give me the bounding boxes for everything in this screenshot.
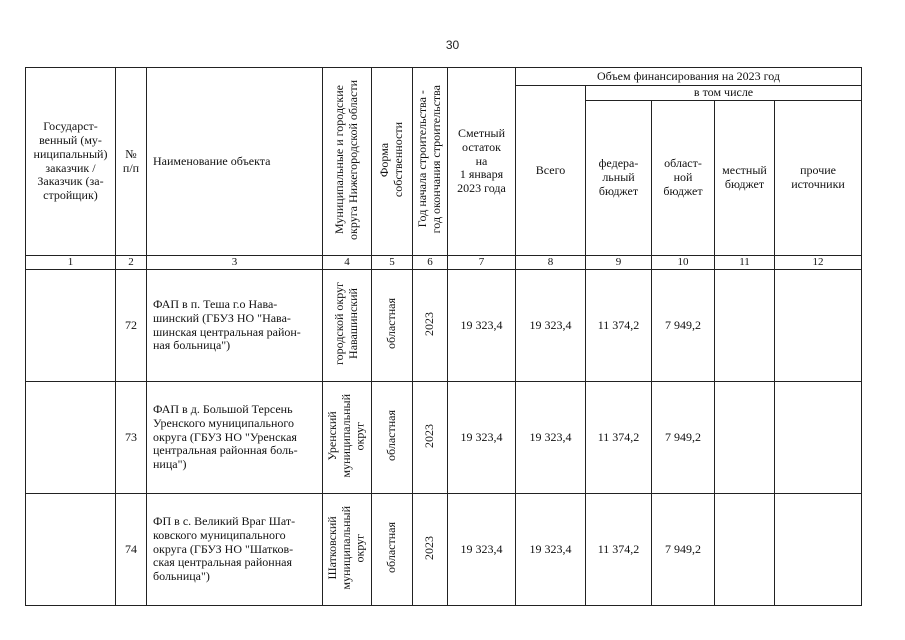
column-number: 10	[652, 256, 715, 270]
cell-local	[715, 270, 775, 382]
cell-customer	[26, 270, 116, 382]
table-row	[26, 494, 862, 606]
cell-other	[775, 494, 862, 606]
column-number: 9	[586, 256, 652, 270]
cell-district-text: Уренский муниципальный округ	[325, 393, 367, 478]
header-ownership	[372, 68, 413, 256]
header-balance: Сметный остаток на 1 января 2023 года	[448, 68, 516, 256]
column-number: 11	[715, 256, 775, 270]
cell-year-text: 2023	[422, 423, 437, 448]
cell-ownership-text: областная	[384, 522, 399, 574]
cell-year-text: 2023	[422, 535, 437, 560]
cell-total: 19 323,4	[516, 494, 586, 606]
header-object-name: Наименование объекта	[147, 68, 323, 256]
cell-ownership	[372, 270, 413, 382]
cell-year-text: 2023	[422, 311, 437, 336]
cell-district-text: городской округ Навашинский	[332, 282, 360, 366]
header-num: № п/п	[116, 68, 147, 256]
cell-ownership-text: областная	[384, 298, 399, 350]
cell-federal: 11 374,2	[586, 494, 652, 606]
cell-regional: 7 949,2	[652, 270, 715, 382]
header-other: прочие источники	[775, 101, 862, 256]
cell-year	[413, 270, 448, 382]
header-ownership-text: Форма собственности	[377, 122, 405, 198]
column-number: 4	[323, 256, 372, 270]
cell-balance: 19 323,4	[448, 270, 516, 382]
header-years	[413, 68, 448, 256]
cell-num: 73	[116, 382, 147, 494]
column-number: 8	[516, 256, 586, 270]
cell-total: 19 323,4	[516, 270, 586, 382]
cell-district	[323, 270, 372, 382]
header-including: в том числе	[586, 86, 862, 101]
header-customer: Государст- венный (му- ниципальный) заказчик / Заказчик (за- стройщик)	[26, 68, 116, 256]
header-federal: федера- льный бюджет	[586, 101, 652, 256]
table-row	[26, 270, 862, 382]
cell-district	[323, 494, 372, 606]
cell-federal: 11 374,2	[586, 270, 652, 382]
cell-regional: 7 949,2	[652, 494, 715, 606]
cell-district	[323, 382, 372, 494]
cell-ownership	[372, 494, 413, 606]
header-district-text: Муниципальные и городские округа Нижегородской области	[332, 79, 360, 240]
cell-balance: 19 323,4	[448, 494, 516, 606]
column-number: 2	[116, 256, 147, 270]
header-funding-group: Объем финансирования на 2023 год	[516, 68, 862, 86]
cell-customer	[26, 494, 116, 606]
cell-ownership-text: областная	[384, 410, 399, 462]
page-number: 30	[445, 38, 460, 52]
financing-table	[25, 67, 862, 606]
cell-num: 72	[116, 270, 147, 382]
cell-ownership	[372, 382, 413, 494]
cell-total: 19 323,4	[516, 382, 586, 494]
column-number: 7	[448, 256, 516, 270]
cell-object-name: ФАП в д. Большой Терсень Уренского муниципального округа (ГБУЗ НО "Уренская центральная районная боль- ница")	[147, 382, 323, 494]
cell-object-name: ФП в с. Великий Враг Шат- ковского муниципального округа (ГБУЗ НО "Шатков- ская центральная районная больница")	[147, 494, 323, 606]
cell-local	[715, 494, 775, 606]
table-row	[26, 382, 862, 494]
cell-num: 74	[116, 494, 147, 606]
cell-object-name: ФАП в п. Теша г.о Нава- шинский (ГБУЗ НО "Нава- шинская центральная район- ная больница")	[147, 270, 323, 382]
header-years-text: Год начала строительства - год окончания строительства	[415, 85, 443, 234]
cell-customer	[26, 382, 116, 494]
cell-regional: 7 949,2	[652, 382, 715, 494]
column-number: 1	[26, 256, 116, 270]
cell-year	[413, 382, 448, 494]
header-regional: област- ной бюджет	[652, 101, 715, 256]
column-number-row	[26, 256, 862, 270]
column-number: 6	[413, 256, 448, 270]
cell-year	[413, 494, 448, 606]
header-district	[323, 68, 372, 256]
cell-local	[715, 382, 775, 494]
column-number: 12	[775, 256, 862, 270]
header-local: местный бюджет	[715, 101, 775, 256]
cell-federal: 11 374,2	[586, 382, 652, 494]
cell-district-text: Шатковский муниципальный округ	[325, 505, 367, 590]
cell-other	[775, 270, 862, 382]
cell-other	[775, 382, 862, 494]
header-total: Всего	[516, 86, 586, 256]
column-number: 5	[372, 256, 413, 270]
column-number: 3	[147, 256, 323, 270]
cell-balance: 19 323,4	[448, 382, 516, 494]
